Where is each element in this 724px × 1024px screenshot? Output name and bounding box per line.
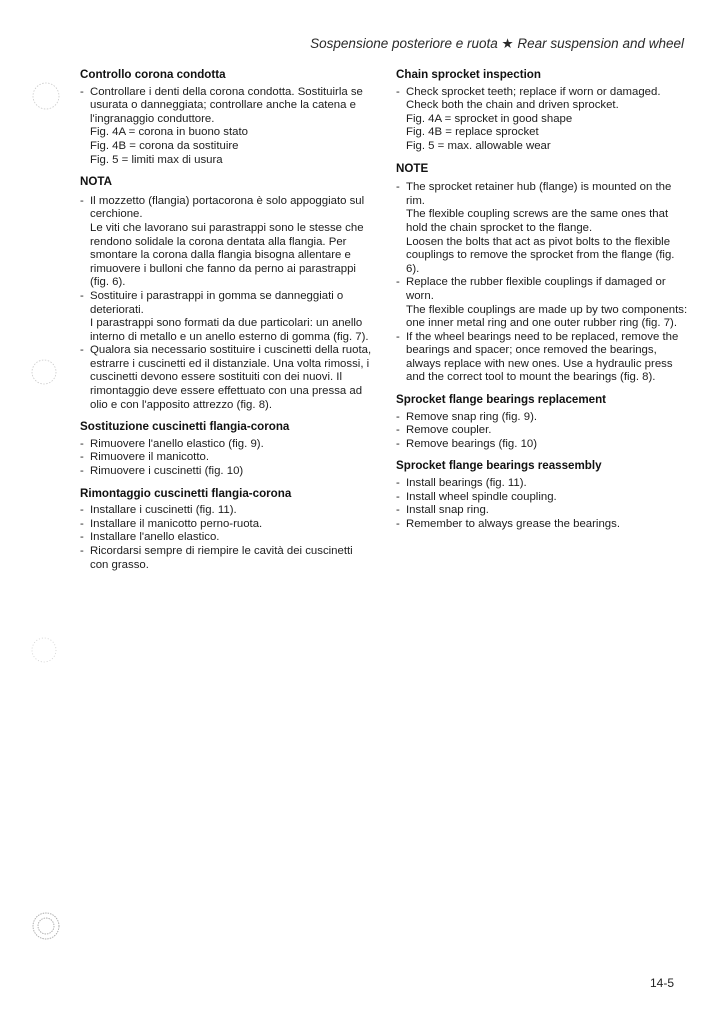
list-item-line: - Replace the rubber flexible couplings if damaged or worn. xyxy=(406,276,666,302)
list-item xyxy=(80,545,374,572)
list-item-line: - Rimuovere l'anello elastico (fig. 9). xyxy=(90,437,264,450)
list-item-line: The flexible couplings are made up by two components: one inner metal ring and one outer rubber ring (fig. 7). xyxy=(406,303,688,330)
list-item xyxy=(396,331,690,385)
list-item-line: Fig. 4B = replace sprocket xyxy=(406,126,539,139)
list-item xyxy=(80,504,374,518)
list-item xyxy=(80,465,374,479)
list-item-line: - Check sprocket teeth; replace if worn or damaged. Check both the chain and driven sprocket. xyxy=(406,85,661,112)
list-item-line: The flexible coupling screws are the same ones that hold the chain sprocket to the flange. xyxy=(406,208,669,234)
list-item-line: - Sostituire i parastrappi in gomma se danneggiati o deteriorati. xyxy=(90,289,344,316)
binder-hole-mark-2 xyxy=(32,360,56,384)
list-item xyxy=(396,504,690,518)
list-item-line: - Remove coupler. xyxy=(406,424,492,437)
italian-column xyxy=(80,68,374,580)
binder-hole-mark-4 xyxy=(33,913,59,939)
list-item xyxy=(80,518,374,532)
list-item xyxy=(80,531,374,545)
list-item xyxy=(396,518,690,532)
bullet-list xyxy=(80,86,374,168)
list-item-line: Fig. 5 = limiti max di usura xyxy=(90,153,223,166)
bullet-list xyxy=(396,477,690,531)
bullet-list xyxy=(396,181,690,385)
section-title: Controllo corona condotta xyxy=(80,68,226,81)
list-item xyxy=(80,344,374,412)
list-item xyxy=(80,86,374,168)
section-title: Rimontaggio cuscinetti flangia-corona xyxy=(80,486,292,500)
bullet-list xyxy=(80,438,374,479)
section-title: NOTE xyxy=(396,161,429,175)
list-item xyxy=(80,451,374,465)
list-item xyxy=(80,290,374,344)
section-title: NOTA xyxy=(80,175,112,189)
section-title: Chain sprocket inspection xyxy=(396,68,541,81)
section xyxy=(396,162,690,386)
list-item xyxy=(396,276,690,330)
list-item xyxy=(396,477,690,491)
bullet-list xyxy=(396,411,690,452)
binder-hole-mark-1 xyxy=(33,83,59,109)
list-item-line: - Installare i cuscinetti (fig. 11). xyxy=(90,504,237,517)
bullet-list xyxy=(80,504,374,572)
list-item xyxy=(396,411,690,425)
list-item xyxy=(396,491,690,505)
list-item-line: - Install bearings (fig. 11). xyxy=(406,477,527,490)
list-item-line: - The sprocket retainer hub (flange) is mounted on the rim. xyxy=(406,181,672,207)
list-item-line: I parastrappi sono formati da due particolari: un anello interno di metallo e un anello esterno di gomma (fig. 7). xyxy=(90,317,369,343)
list-item-line: Fig. 4A = sprocket in good shape xyxy=(406,112,573,125)
page-header: Sospensione posteriore e ruota ★ Rear suspension and wheel xyxy=(310,36,684,51)
binder-hole-marks xyxy=(0,0,80,1024)
list-item-line: Le viti che lavorano sui parastrappi sono le stesse che rendono solidale la corona dentata alla flangia. Per smontare la corona dalla flangia bisogna allentare e rimuovere i bulloni che fanno da perno ai parastrappi (fig. 6). xyxy=(90,221,364,289)
section-title: Sprocket flange bearings reassembly xyxy=(396,459,602,473)
list-item-line: - Controllare i denti della corona condotta. Sostituirla se usurata o danneggiata; controllare anche la catena e l'ingranaggio conduttore. xyxy=(90,85,363,125)
list-item xyxy=(396,181,690,276)
list-item-line: - Remove snap ring (fig. 9). xyxy=(406,410,538,423)
section-title: Sprocket flange bearings replacement xyxy=(396,393,607,407)
list-item-line: - Installare l'anello elastico. xyxy=(90,531,220,544)
list-item xyxy=(396,438,690,452)
list-item-line: - Remember to always grease the bearings. xyxy=(406,517,620,530)
list-item-line: - Qualora sia necessario sostituire i cuscinetti della ruota, estrarre i cuscinetti ed il distanziale. Una volta rimossi, i cuscinetti devono essere sostituiti con dei nuovi. Il rimontaggio deve essere effettuato con una pressa ad olio e con l'apposito attrezzo (fig. 8). xyxy=(90,344,372,411)
section-title: Sostituzione cuscinetti flangia-corona xyxy=(80,420,290,434)
section xyxy=(396,393,690,451)
list-item-line: - Installare il manicotto perno-ruota. xyxy=(90,517,263,530)
list-item xyxy=(396,424,690,438)
list-item-line: - Remove bearings (fig. 10) xyxy=(406,437,538,450)
section xyxy=(80,487,374,573)
english-column xyxy=(396,68,690,539)
list-item xyxy=(80,438,374,452)
list-item-line: - Install wheel spindle coupling. xyxy=(406,490,557,503)
page-number: 14-5 xyxy=(650,976,675,990)
list-item-line: Fig. 4B = corona da sostituire xyxy=(90,139,239,152)
list-item xyxy=(80,195,374,290)
list-item-line: - Rimuovere i cuscinetti (fig. 10) xyxy=(90,465,244,478)
list-item-line: Fig. 4A = corona in buono stato xyxy=(90,126,248,139)
list-item-line: - Il mozzetto (flangia) portacorona è solo appoggiato sul cerchione. xyxy=(90,194,365,221)
section xyxy=(80,68,374,167)
section xyxy=(396,459,690,531)
list-item-line: Fig. 5 = max. allowable wear xyxy=(406,139,551,152)
bullet-list xyxy=(80,195,374,413)
section xyxy=(80,420,374,478)
list-item-line: - Rimuovere il manicotto. xyxy=(90,451,210,464)
binder-hole-mark-3 xyxy=(32,638,56,662)
section xyxy=(396,68,690,154)
list-item-line: Loosen the bolts that act as pivot bolts to the flexible couplings to remove the sprocket from the flange (fig. 6). xyxy=(406,235,675,275)
section xyxy=(80,175,374,412)
list-item xyxy=(396,86,690,154)
bullet-list xyxy=(396,86,690,154)
list-item-line: - If the wheel bearings need to be replaced, remove the bearings and spacer; once removed the bearings, always replace with new ones. Use a hydraulic press and the correct tool to mount the bearings (fig. 8). xyxy=(406,330,679,384)
list-item-line: - Ricordarsi sempre di riempire le cavità dei cuscinetti con grasso. xyxy=(90,545,353,571)
list-item-line: - Install snap ring. xyxy=(406,504,489,517)
